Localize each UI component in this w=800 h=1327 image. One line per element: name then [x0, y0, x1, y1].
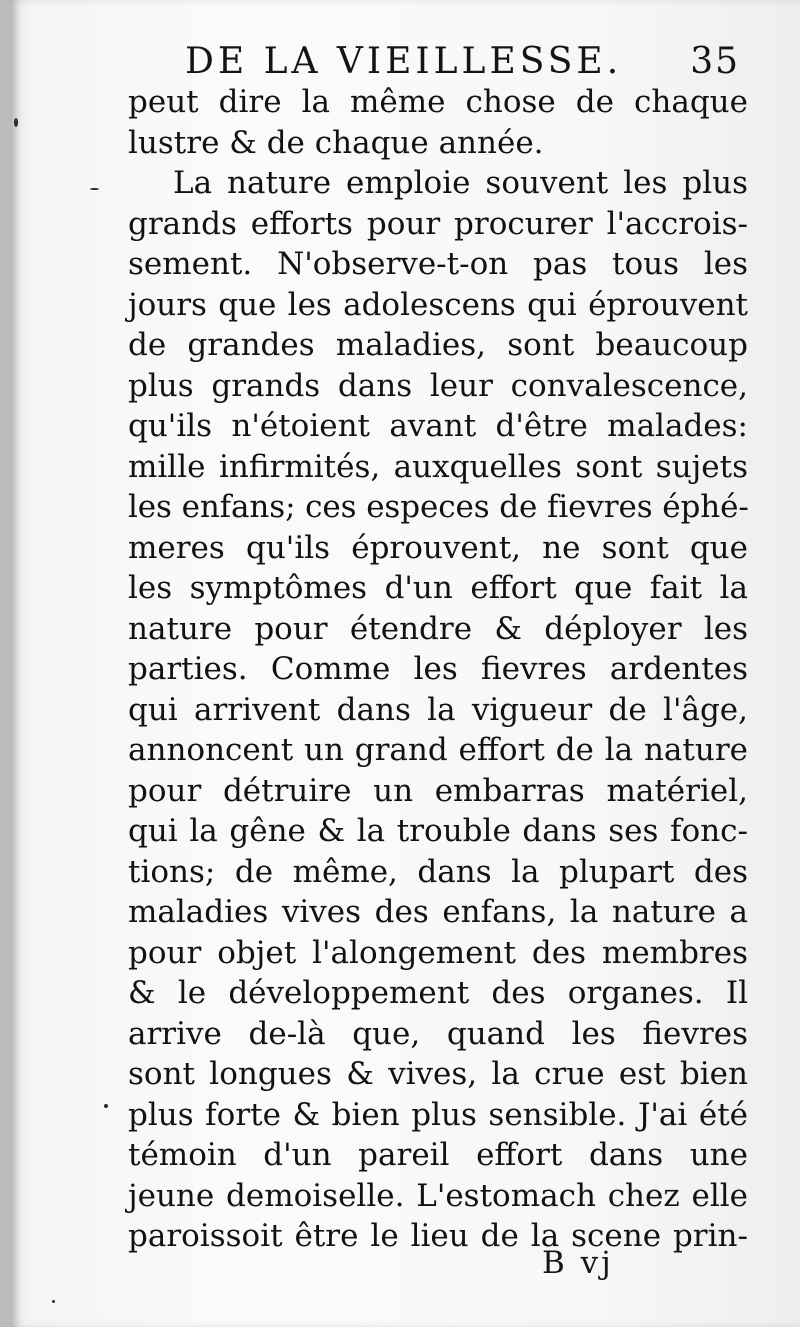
text-line: maladies vives des enfans, la nature a [128, 894, 748, 930]
text-line: de grandes maladies, sont beaucoup [128, 327, 748, 363]
ink-speck [104, 1104, 108, 1108]
running-header [185, 42, 740, 82]
ink-speck [90, 188, 99, 190]
text-line: les symptômes d'un effort que fait la [128, 570, 748, 606]
text-line: parties. Comme les fievres ardentes [128, 651, 748, 687]
text-line: & le développement des organes. Il [128, 975, 748, 1011]
text-line: sont longues & vives, la crue est bien [128, 1056, 748, 1092]
text-line: paroissoit être le lieu de la scene prin- [128, 1218, 748, 1254]
text-line: lustre & de chaque année. [128, 124, 544, 161]
text-line: mille infirmités, auxquelles sont sujets [128, 448, 748, 485]
ink-speck [52, 1300, 55, 1303]
text-line: grands efforts pour procurer l'accrois- [128, 205, 748, 242]
page-number: 35 [690, 41, 740, 82]
text-line: qu'ils n'étoient avant d'être malades: [128, 408, 748, 444]
running-title: DE LA VIEILLESSE. [185, 41, 623, 82]
text-line: La nature emploie souvent les plus [173, 165, 748, 201]
text-line: pour objet l'alongement des membres [128, 934, 748, 971]
text-line: pour détruire un embarras matériel, [128, 772, 748, 809]
text-line: peut dire la même chose de chaque [128, 84, 748, 120]
ink-speck [14, 118, 18, 127]
text-line: qui arrivent dans la vigueur de l'âge, [128, 691, 748, 728]
book-page [10, 0, 800, 1327]
text-line: arrive de-là que, quand les fievres [128, 1015, 748, 1052]
body-text [128, 82, 748, 1257]
text-line: jeune demoiselle. L'estomach chez elle [128, 1177, 748, 1214]
text-line: tions; de même, dans la plupart des [128, 853, 748, 890]
text-line: annoncent un grand effort de la nature [128, 732, 748, 768]
text-line: plus grands dans leur convalescence, [128, 367, 748, 404]
text-line: meres qu'ils éprouvent, ne sont que [128, 529, 748, 566]
text-line: jours que les adolescens qui éprouvent [128, 286, 748, 323]
text-line: nature pour étendre & déployer les [128, 610, 748, 647]
text-line: qui la gêne & la trouble dans ses fonc- [128, 813, 748, 849]
text-line: sement. N'observe-t-on pas tous les [128, 246, 748, 282]
text-line: plus forte & bien plus sensible. J'ai été [128, 1096, 748, 1133]
signature-mark: B vj [542, 1245, 614, 1281]
text-line: témoin d'un pareil effort dans une [128, 1137, 748, 1173]
text-line: les enfans; ces especes de fievres éphé- [128, 489, 749, 525]
